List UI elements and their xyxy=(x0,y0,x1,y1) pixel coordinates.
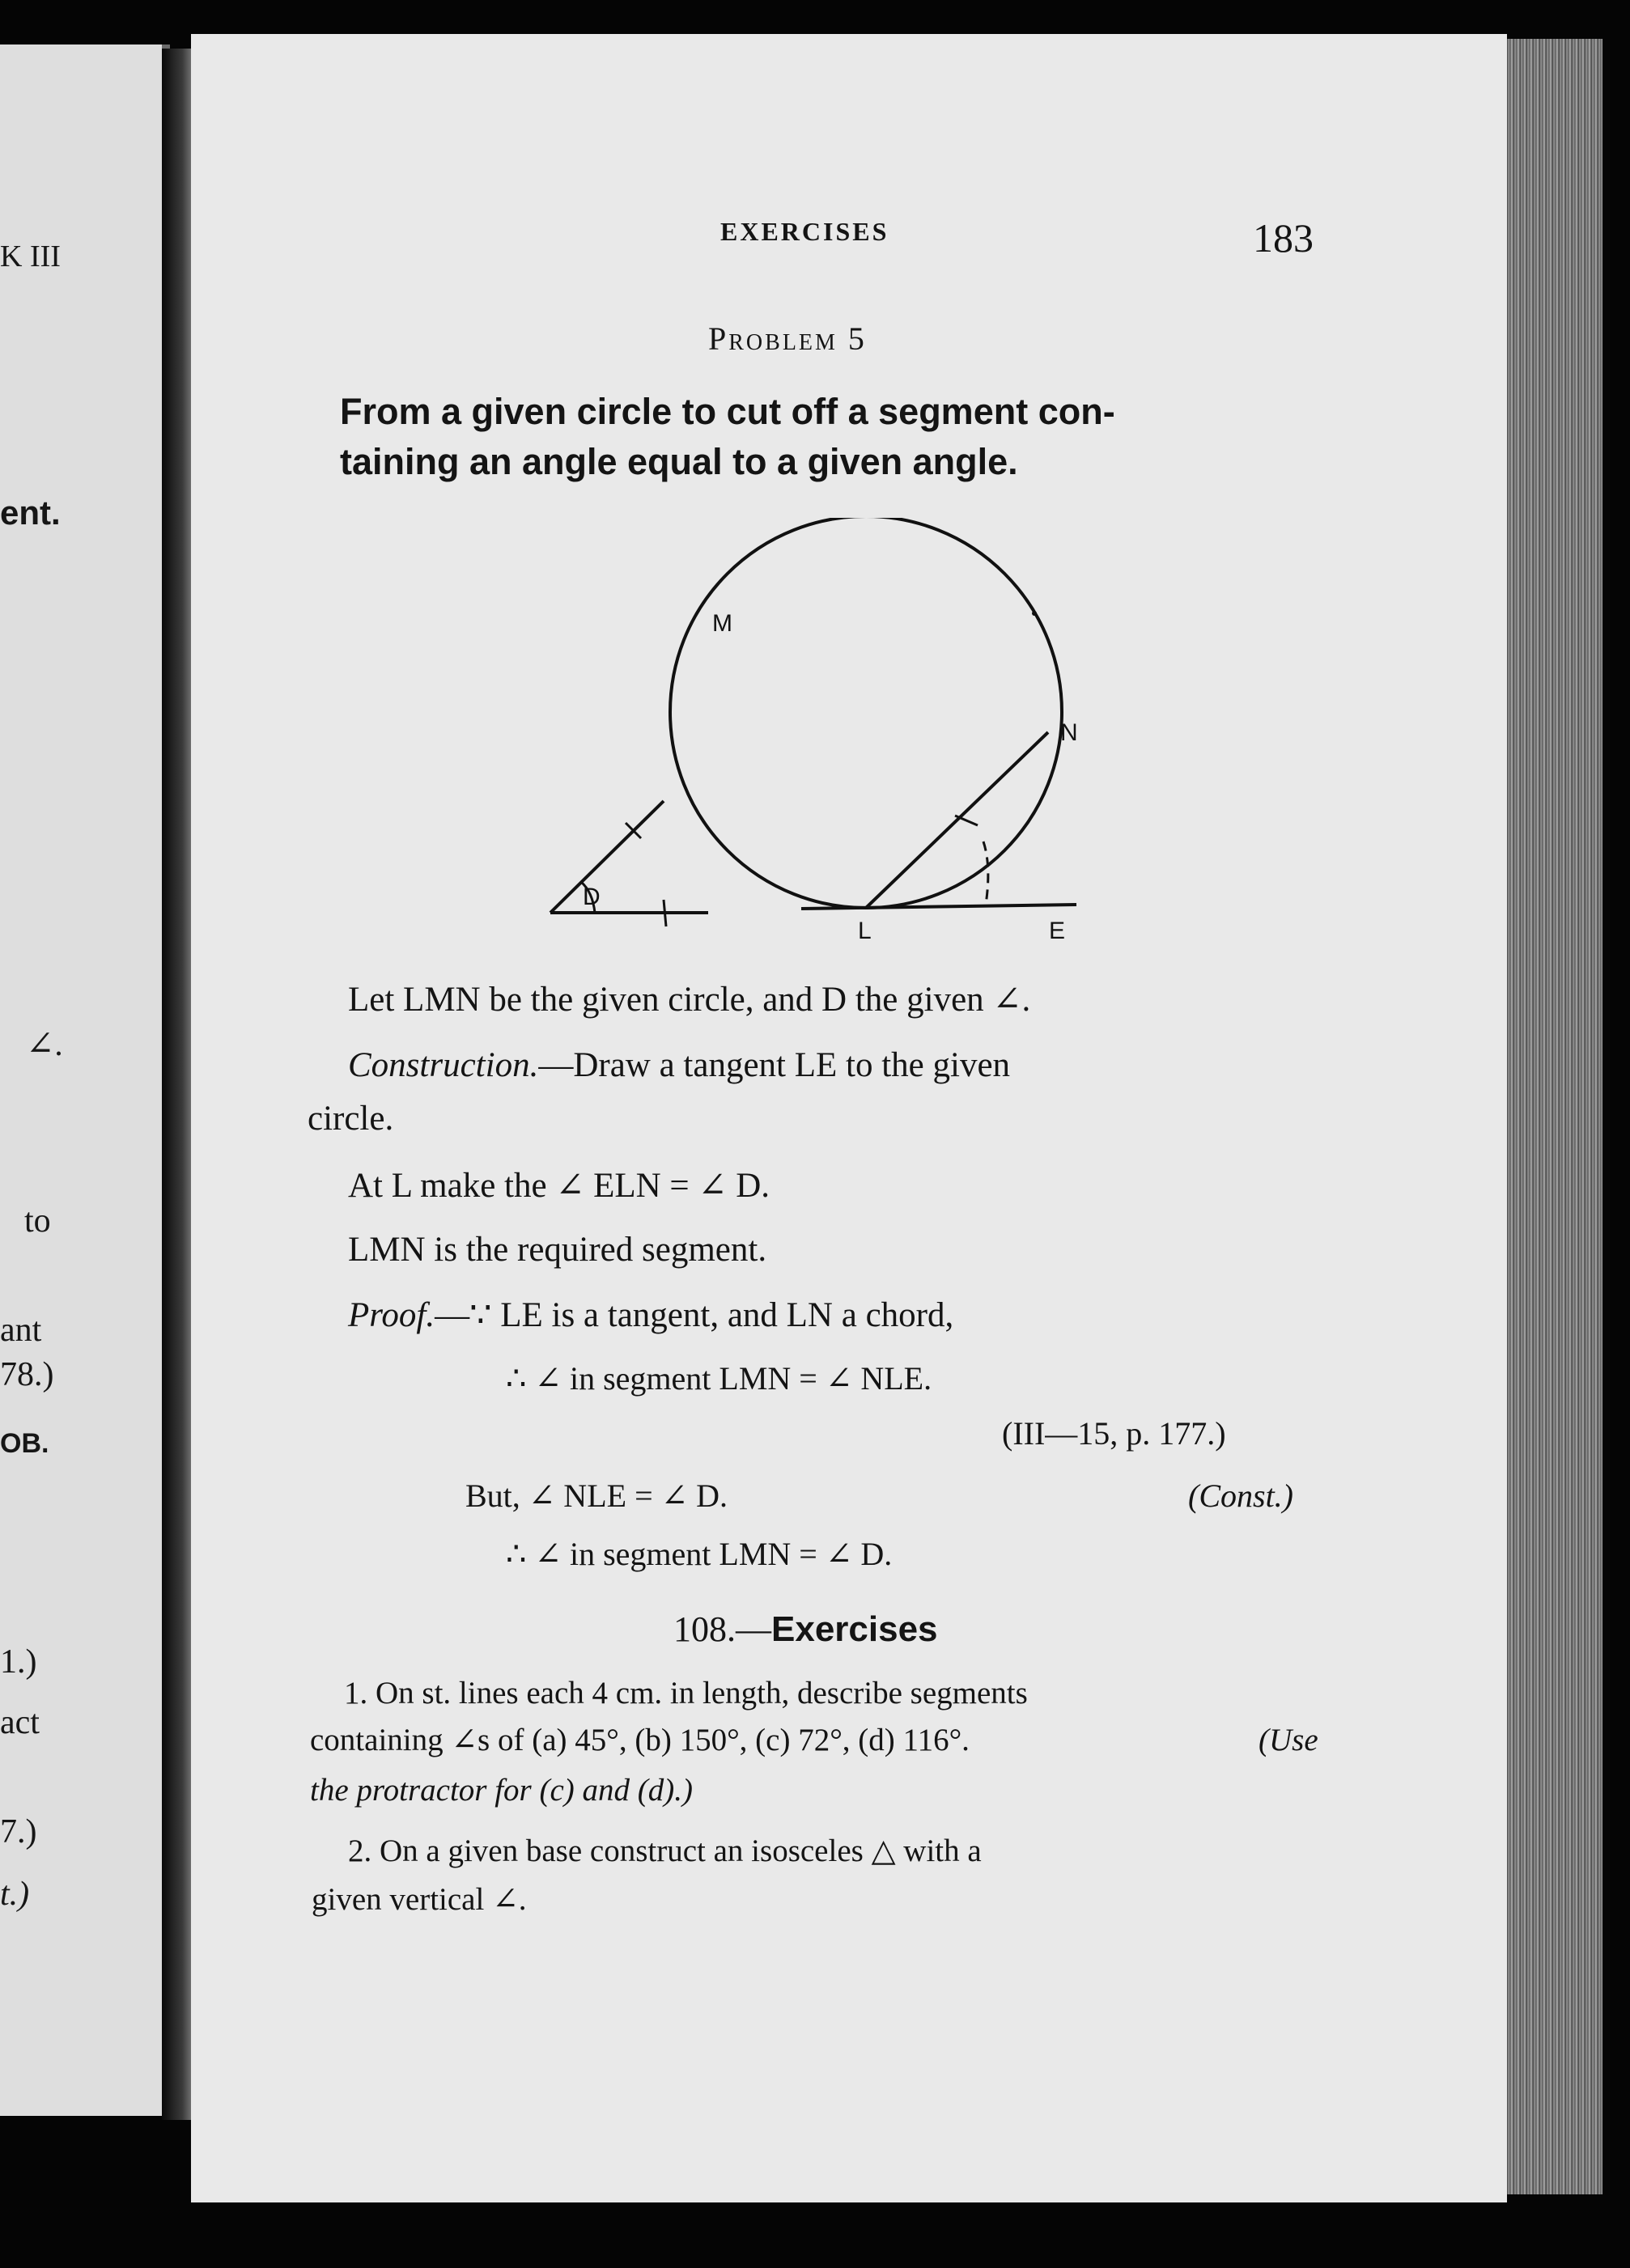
proof-reference: (Const.) xyxy=(1188,1477,1293,1514)
given-statement: Let LMN be the given circle, and D the given ∠. xyxy=(348,981,1031,1019)
page-number: 183 xyxy=(1253,215,1314,261)
left-page-line: to xyxy=(24,1202,51,1240)
construction-continuation: circle. xyxy=(308,1100,394,1138)
problem-enunciation xyxy=(340,387,1115,487)
exercises-heading xyxy=(673,1609,938,1650)
left-page-line: act xyxy=(0,1704,40,1741)
label-l: L xyxy=(858,918,872,944)
left-page-line: 78.) xyxy=(0,1356,54,1393)
exercise-1-line: the protractor for (c) and (d).) xyxy=(310,1773,693,1808)
label-e: E xyxy=(1049,918,1066,944)
given-circle xyxy=(670,518,1062,908)
exercise-1-note: (Use xyxy=(1259,1723,1318,1757)
problem-title: Problem 5 xyxy=(708,320,867,357)
proof-step: But, ∠ NLE = ∠ D. xyxy=(465,1477,728,1514)
construction-figure xyxy=(534,518,1101,955)
proof-line xyxy=(348,1295,953,1335)
point-mark xyxy=(1032,611,1037,616)
proof-label: Proof. xyxy=(348,1296,435,1334)
proof-conclusion: ∴ ∠ in segment LMN = ∠ D. xyxy=(506,1536,893,1572)
left-page-line: ent. xyxy=(0,494,61,532)
left-page-line: OB. xyxy=(0,1428,49,1459)
tick-mark xyxy=(664,900,666,926)
construction-step: At L make the ∠ ELN = ∠ D. xyxy=(348,1167,770,1205)
construction-text: —Draw a tangent LE to the given xyxy=(538,1046,1011,1084)
enunciation-line: taining an angle equal to a given angle. xyxy=(340,441,1018,482)
enunciation-line: From a given circle to cut off a segment con- xyxy=(340,391,1115,432)
exercise-1-line: containing ∠s of (a) 45°, (b) 150°, (c) 72°, (d) 116°. xyxy=(310,1723,970,1757)
left-page-line: t.) xyxy=(0,1876,30,1913)
construction-line xyxy=(348,1045,1010,1085)
exercises-title: Exercises xyxy=(771,1609,938,1649)
result-statement: LMN is the required segment. xyxy=(348,1231,767,1269)
chord-ln xyxy=(866,732,1048,908)
label-d: D xyxy=(583,884,601,910)
exercise-2-line: 2. On a given base construct an isosceles △ with a xyxy=(348,1833,982,1868)
exercise-1-line: 1. On st. lines each 4 cm. in length, describe segments xyxy=(344,1676,1028,1711)
label-m: M xyxy=(712,610,732,637)
left-page-line: ∠. xyxy=(26,1026,63,1063)
left-page-fragment xyxy=(0,45,170,2116)
proof-text: —∵ LE is a tangent, and LN a chord, xyxy=(435,1296,954,1334)
proof-step: ∴ ∠ in segment LMN = ∠ NLE. xyxy=(506,1360,932,1397)
left-page-header: K III xyxy=(0,240,61,273)
exercise-2-line: given vertical ∠. xyxy=(312,1882,527,1917)
left-page-line: 1.) xyxy=(0,1643,37,1681)
exercises-number: 108.— xyxy=(673,1609,771,1649)
proof-reference: (III—15, p. 177.) xyxy=(1002,1415,1226,1452)
label-n: N xyxy=(1060,719,1078,746)
left-page-line: 7.) xyxy=(0,1813,37,1850)
left-page-line: ant xyxy=(0,1312,42,1349)
construction-label: Construction. xyxy=(348,1046,539,1084)
running-header: EXERCISES xyxy=(720,217,889,246)
angle-d-arm-slanted xyxy=(550,801,664,913)
angle-eln-arc xyxy=(983,841,988,905)
page-edges xyxy=(1507,39,1602,2194)
